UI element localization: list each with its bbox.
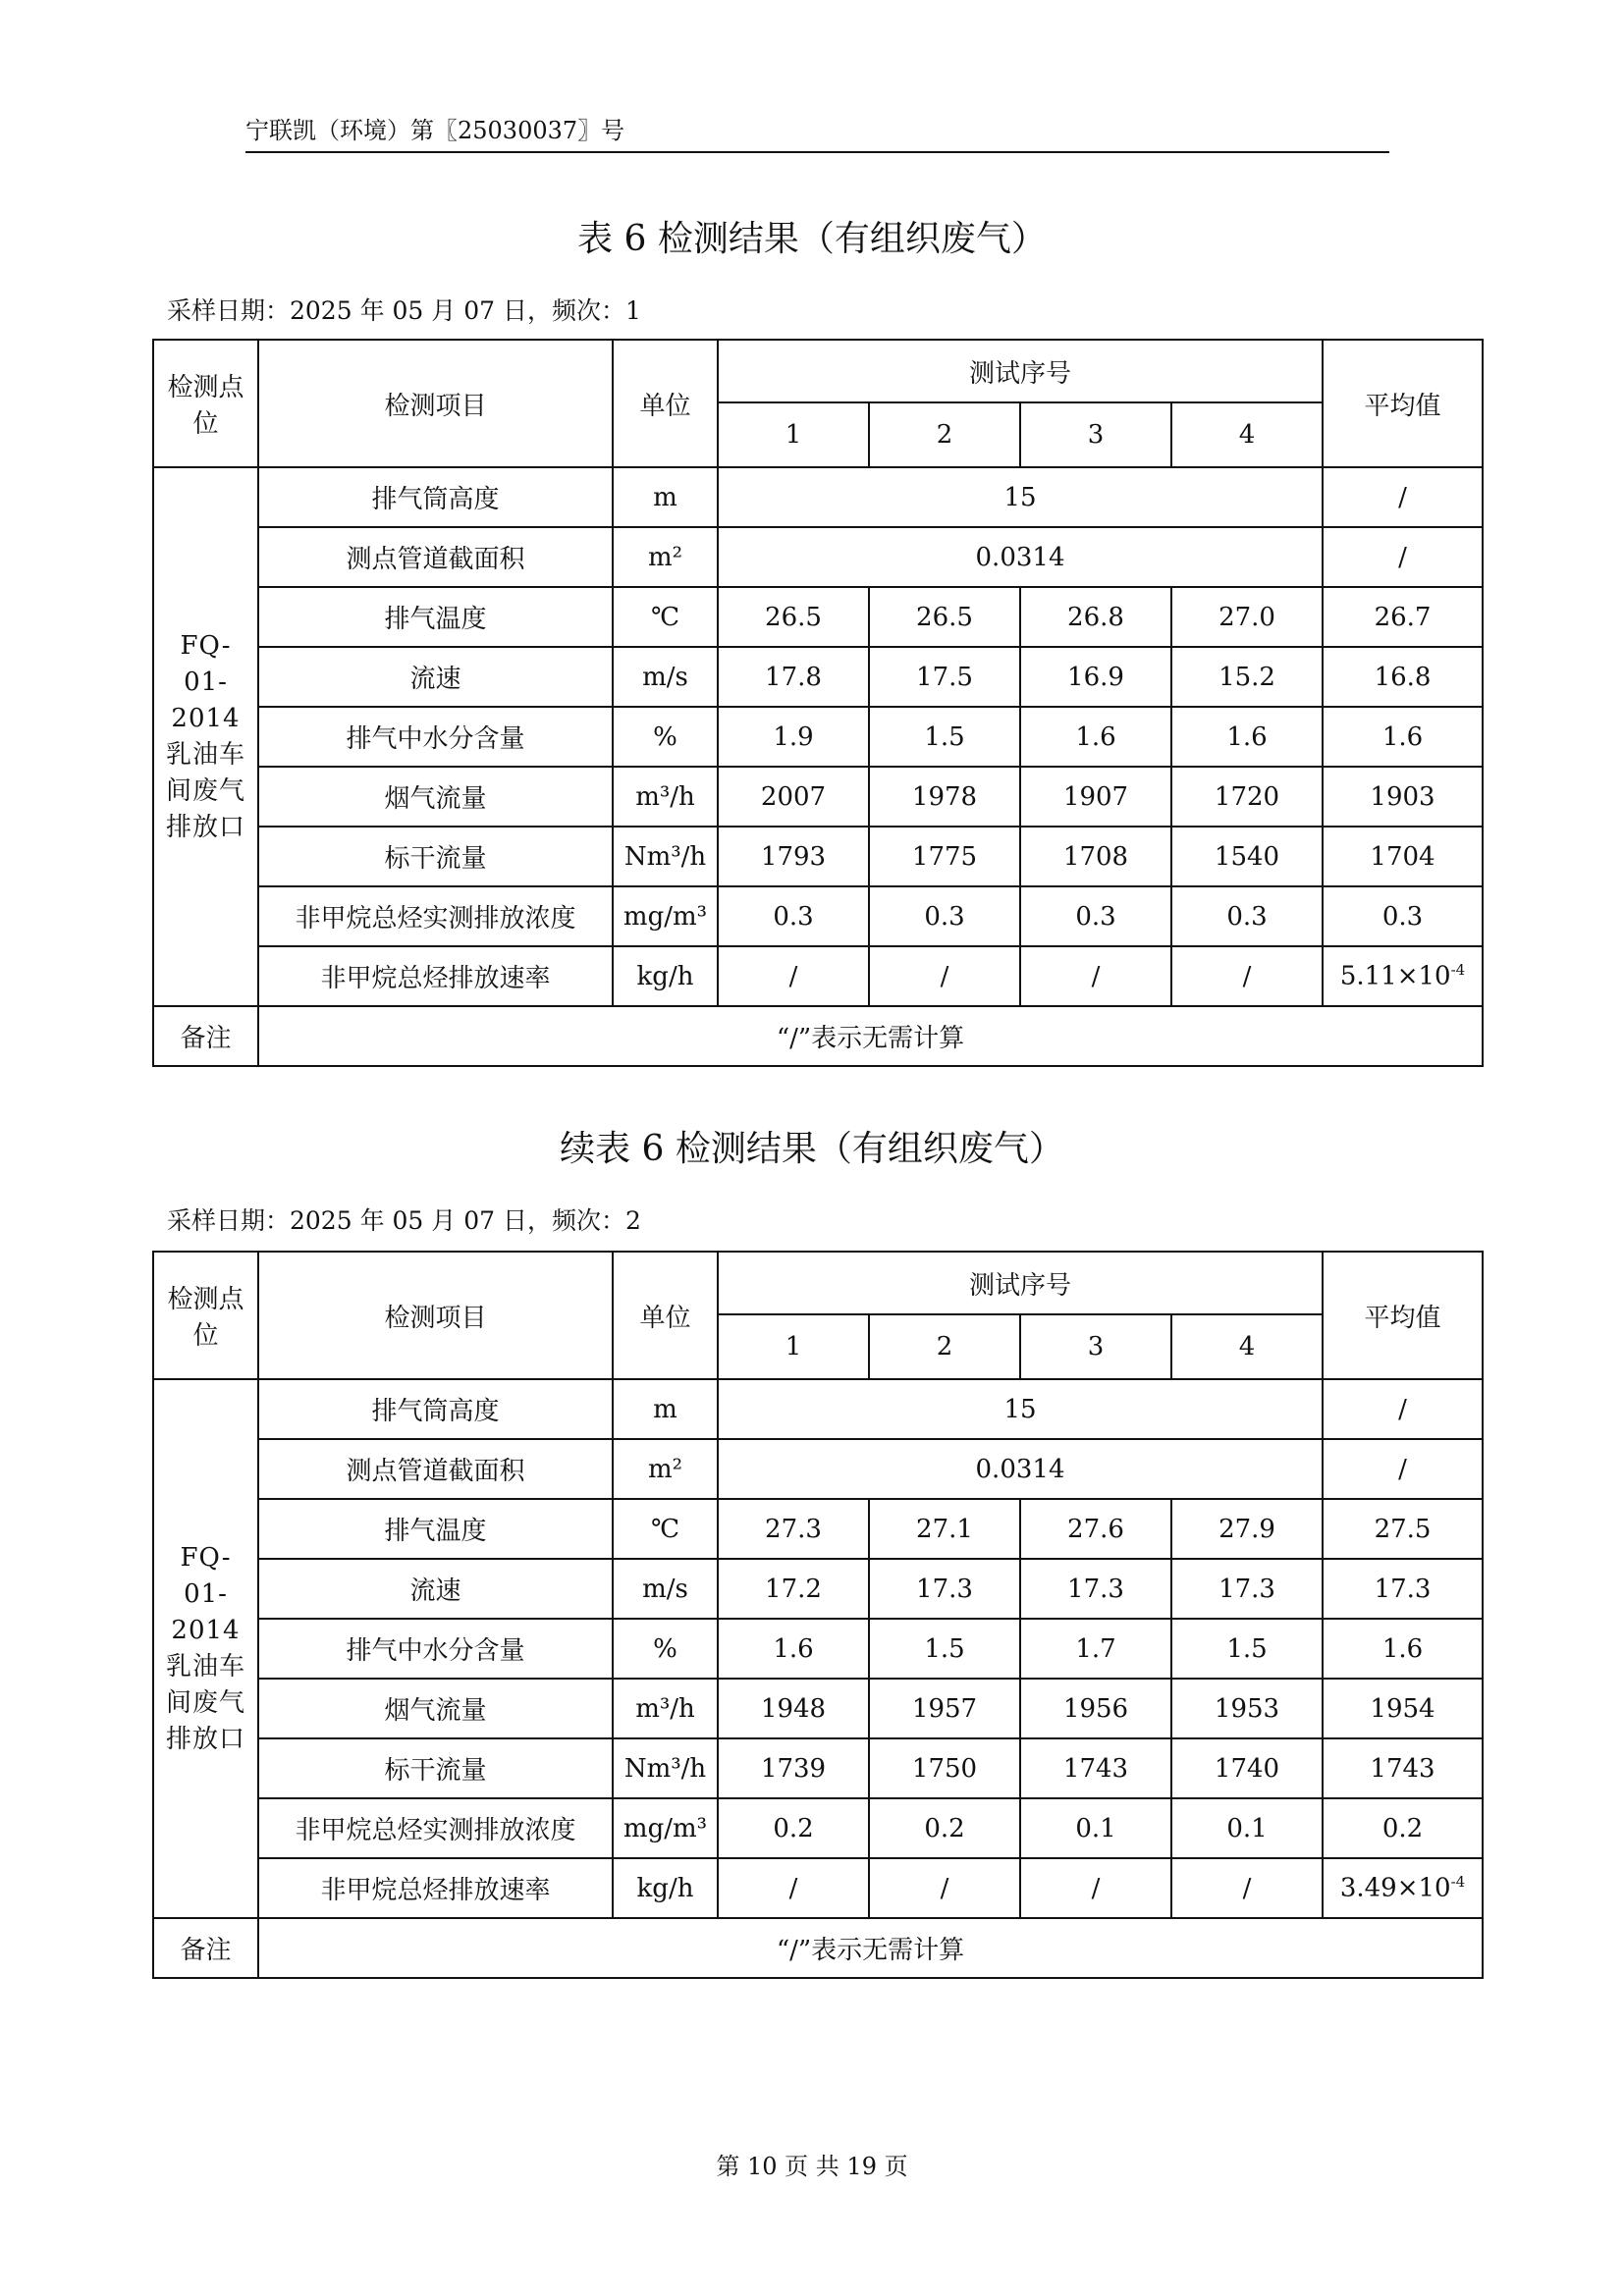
value-cell: 1720 bbox=[1171, 767, 1323, 827]
table-row bbox=[153, 946, 1483, 1006]
average-cell: 1.6 bbox=[1323, 1619, 1483, 1679]
value-cell: 15.2 bbox=[1171, 647, 1323, 707]
table-row bbox=[153, 1559, 1483, 1619]
value-cell: 26.8 bbox=[1020, 587, 1171, 647]
value-cell: 1957 bbox=[869, 1679, 1020, 1738]
value-cell: 1775 bbox=[869, 827, 1020, 886]
value-cell: 17.8 bbox=[718, 647, 869, 707]
unit-cell: Nm³/h bbox=[613, 827, 718, 886]
table-row bbox=[153, 1006, 1483, 1066]
value-cell: / bbox=[1020, 1858, 1171, 1918]
header-seq-2: 2 bbox=[869, 402, 1020, 467]
table-row bbox=[153, 886, 1483, 946]
value-cell: 17.3 bbox=[869, 1559, 1020, 1619]
value-cell: 1743 bbox=[1020, 1738, 1171, 1798]
merged-value-cell: 0.0314 bbox=[718, 1439, 1323, 1499]
item-cell: 测点管道截面积 bbox=[258, 1439, 613, 1499]
header-point: 检测点位 bbox=[153, 340, 258, 467]
header-seq-2: 2 bbox=[869, 1314, 1020, 1379]
unit-cell: % bbox=[613, 707, 718, 767]
item-cell: 非甲烷总烃排放速率 bbox=[258, 946, 613, 1006]
value-cell: 0.3 bbox=[1171, 886, 1323, 946]
value-cell: 1948 bbox=[718, 1679, 869, 1738]
unit-cell: m/s bbox=[613, 1559, 718, 1619]
header-average: 平均值 bbox=[1323, 340, 1483, 467]
value-cell: 1907 bbox=[1020, 767, 1171, 827]
unit-cell: m³/h bbox=[613, 767, 718, 827]
value-cell: 1.7 bbox=[1020, 1619, 1171, 1679]
unit-cell: Nm³/h bbox=[613, 1738, 718, 1798]
results-table bbox=[152, 339, 1484, 1067]
table-row bbox=[153, 1439, 1483, 1499]
unit-cell: m² bbox=[613, 1439, 718, 1499]
header-point: 检测点位 bbox=[153, 1252, 258, 1379]
header-unit: 单位 bbox=[613, 340, 718, 467]
unit-cell: ℃ bbox=[613, 587, 718, 647]
value-cell: 0.2 bbox=[718, 1798, 869, 1858]
header-average: 平均值 bbox=[1323, 1252, 1483, 1379]
note-text: “/”表示无需计算 bbox=[258, 1918, 1483, 1978]
value-cell: 0.1 bbox=[1171, 1798, 1323, 1858]
value-cell: 1.5 bbox=[869, 707, 1020, 767]
unit-cell: ℃ bbox=[613, 1499, 718, 1559]
item-cell: 排气筒高度 bbox=[258, 1379, 613, 1439]
unit-cell: m² bbox=[613, 527, 718, 587]
value-cell: 1953 bbox=[1171, 1679, 1323, 1738]
table-title: 续表 6 检测结果（有组织废气） bbox=[560, 1129, 1064, 1169]
merged-value-cell: 15 bbox=[718, 1379, 1323, 1439]
table-row bbox=[153, 1619, 1483, 1679]
results-table bbox=[152, 1251, 1484, 1979]
item-cell: 排气筒高度 bbox=[258, 467, 613, 527]
value-cell: 2007 bbox=[718, 767, 869, 827]
average-base: 3.49×10 bbox=[1339, 1873, 1451, 1903]
unit-cell: m bbox=[613, 467, 718, 527]
average-cell: 16.8 bbox=[1323, 647, 1483, 707]
table-row bbox=[153, 1798, 1483, 1858]
value-cell: 27.9 bbox=[1171, 1499, 1323, 1559]
item-cell: 排气温度 bbox=[258, 1499, 613, 1559]
item-cell: 排气中水分含量 bbox=[258, 707, 613, 767]
value-cell: 1750 bbox=[869, 1738, 1020, 1798]
value-cell: 1739 bbox=[718, 1738, 869, 1798]
average-cell: 1704 bbox=[1323, 827, 1483, 886]
value-cell: 17.5 bbox=[869, 647, 1020, 707]
header-seq-1: 1 bbox=[718, 402, 869, 467]
merged-value-cell: 15 bbox=[718, 467, 1323, 527]
sampling-info: 采样日期：2025 年 05 月 07 日，频次：2 bbox=[167, 1206, 641, 1235]
table-row bbox=[153, 1499, 1483, 1559]
average-cell: 27.5 bbox=[1323, 1499, 1483, 1559]
value-cell: / bbox=[1171, 946, 1323, 1006]
value-cell: 0.2 bbox=[869, 1798, 1020, 1858]
header-seq-3: 3 bbox=[1020, 1314, 1171, 1379]
value-cell: / bbox=[718, 1858, 869, 1918]
average-cell: 26.7 bbox=[1323, 587, 1483, 647]
item-cell: 排气中水分含量 bbox=[258, 1619, 613, 1679]
value-cell: / bbox=[1171, 1858, 1323, 1918]
header-test-seq: 测试序号 bbox=[718, 340, 1323, 402]
table-row bbox=[153, 707, 1483, 767]
merged-value-cell: 0.0314 bbox=[718, 527, 1323, 587]
item-cell: 非甲烷总烃实测排放浓度 bbox=[258, 1798, 613, 1858]
table-row bbox=[153, 647, 1483, 707]
average-cell: 0.2 bbox=[1323, 1798, 1483, 1858]
table-row bbox=[153, 1858, 1483, 1918]
note-label: 备注 bbox=[153, 1918, 258, 1978]
value-cell: 1.5 bbox=[869, 1619, 1020, 1679]
value-cell: 1708 bbox=[1020, 827, 1171, 886]
item-cell: 排气温度 bbox=[258, 587, 613, 647]
page-number-footer: 第 10 页 共 19 页 bbox=[716, 2153, 908, 2180]
average-exponent: -4 bbox=[1450, 1873, 1466, 1892]
table-row bbox=[153, 1918, 1483, 1978]
table-row bbox=[153, 527, 1483, 587]
value-cell: 26.5 bbox=[869, 587, 1020, 647]
value-cell: 27.1 bbox=[869, 1499, 1020, 1559]
table-row bbox=[153, 767, 1483, 827]
unit-cell: m³/h bbox=[613, 1679, 718, 1738]
value-cell: / bbox=[869, 946, 1020, 1006]
item-cell: 测点管道截面积 bbox=[258, 527, 613, 587]
item-cell: 标干流量 bbox=[258, 827, 613, 886]
value-cell: 0.3 bbox=[1020, 886, 1171, 946]
value-cell: 17.3 bbox=[1171, 1559, 1323, 1619]
note-text: “/”表示无需计算 bbox=[258, 1006, 1483, 1066]
value-cell: 27.0 bbox=[1171, 587, 1323, 647]
item-cell: 烟气流量 bbox=[258, 1679, 613, 1738]
table-row bbox=[153, 1679, 1483, 1738]
table-title: 表 6 检测结果（有组织废气） bbox=[577, 219, 1047, 259]
item-cell: 烟气流量 bbox=[258, 767, 613, 827]
unit-cell: % bbox=[613, 1619, 718, 1679]
value-cell: 1.9 bbox=[718, 707, 869, 767]
average-cell: 1954 bbox=[1323, 1679, 1483, 1738]
average-exponent: -4 bbox=[1450, 961, 1466, 980]
average-cell: / bbox=[1323, 467, 1483, 527]
header-item: 检测项目 bbox=[258, 340, 613, 467]
header-seq-4: 4 bbox=[1171, 1314, 1323, 1379]
value-cell: 1.5 bbox=[1171, 1619, 1323, 1679]
value-cell: / bbox=[718, 946, 869, 1006]
header-unit: 单位 bbox=[613, 1252, 718, 1379]
unit-cell: m bbox=[613, 1379, 718, 1439]
value-cell: 0.3 bbox=[869, 886, 1020, 946]
report-number-header: 宁联凯（环境）第〖25030037〗号 bbox=[245, 116, 1389, 153]
value-cell: 1793 bbox=[718, 827, 869, 886]
average-base: 5.11×10 bbox=[1339, 961, 1451, 991]
item-cell: 非甲烷总烃实测排放浓度 bbox=[258, 886, 613, 946]
item-cell: 标干流量 bbox=[258, 1738, 613, 1798]
table-row bbox=[153, 587, 1483, 647]
value-cell: 27.6 bbox=[1020, 1499, 1171, 1559]
table-row bbox=[153, 1379, 1483, 1439]
item-cell: 非甲烷总烃排放速率 bbox=[258, 1858, 613, 1918]
header-seq-3: 3 bbox=[1020, 402, 1171, 467]
unit-cell: mg/m³ bbox=[613, 886, 718, 946]
value-cell: 1740 bbox=[1171, 1738, 1323, 1798]
unit-cell: mg/m³ bbox=[613, 1798, 718, 1858]
unit-cell: kg/h bbox=[613, 946, 718, 1006]
sampling-point: FQ-01-2014乳油车间废气排放口 bbox=[153, 1379, 258, 1918]
value-cell: / bbox=[869, 1858, 1020, 1918]
unit-cell: m/s bbox=[613, 647, 718, 707]
value-cell: 0.1 bbox=[1020, 1798, 1171, 1858]
value-cell: 1978 bbox=[869, 767, 1020, 827]
value-cell: 26.5 bbox=[718, 587, 869, 647]
header-seq-1: 1 bbox=[718, 1314, 869, 1379]
average-cell: / bbox=[1323, 1439, 1483, 1499]
value-cell: 1540 bbox=[1171, 827, 1323, 886]
value-cell: 16.9 bbox=[1020, 647, 1171, 707]
value-cell: 1.6 bbox=[718, 1619, 869, 1679]
value-cell: 1956 bbox=[1020, 1679, 1171, 1738]
value-cell: 0.3 bbox=[718, 886, 869, 946]
table-row bbox=[153, 827, 1483, 886]
header-item: 检测项目 bbox=[258, 1252, 613, 1379]
average-cell: 0.3 bbox=[1323, 886, 1483, 946]
average-cell: / bbox=[1323, 527, 1483, 587]
table-row bbox=[153, 1738, 1483, 1798]
note-label: 备注 bbox=[153, 1006, 258, 1066]
average-cell: 17.3 bbox=[1323, 1559, 1483, 1619]
average-cell: 1743 bbox=[1323, 1738, 1483, 1798]
average-cell: 1.6 bbox=[1323, 707, 1483, 767]
average-cell bbox=[1323, 1858, 1483, 1918]
value-cell: / bbox=[1020, 946, 1171, 1006]
header-seq-4: 4 bbox=[1171, 402, 1323, 467]
item-cell: 流速 bbox=[258, 647, 613, 707]
average-cell: / bbox=[1323, 1379, 1483, 1439]
value-cell: 17.3 bbox=[1020, 1559, 1171, 1619]
average-cell bbox=[1323, 946, 1483, 1006]
unit-cell: kg/h bbox=[613, 1858, 718, 1918]
sampling-point: FQ-01-2014乳油车间废气排放口 bbox=[153, 467, 258, 1006]
table-row bbox=[153, 467, 1483, 527]
value-cell: 1.6 bbox=[1020, 707, 1171, 767]
value-cell: 17.2 bbox=[718, 1559, 869, 1619]
sampling-info: 采样日期：2025 年 05 月 07 日，频次：1 bbox=[167, 296, 641, 325]
header-test-seq: 测试序号 bbox=[718, 1252, 1323, 1314]
item-cell: 流速 bbox=[258, 1559, 613, 1619]
value-cell: 1.6 bbox=[1171, 707, 1323, 767]
average-cell: 1903 bbox=[1323, 767, 1483, 827]
value-cell: 27.3 bbox=[718, 1499, 869, 1559]
